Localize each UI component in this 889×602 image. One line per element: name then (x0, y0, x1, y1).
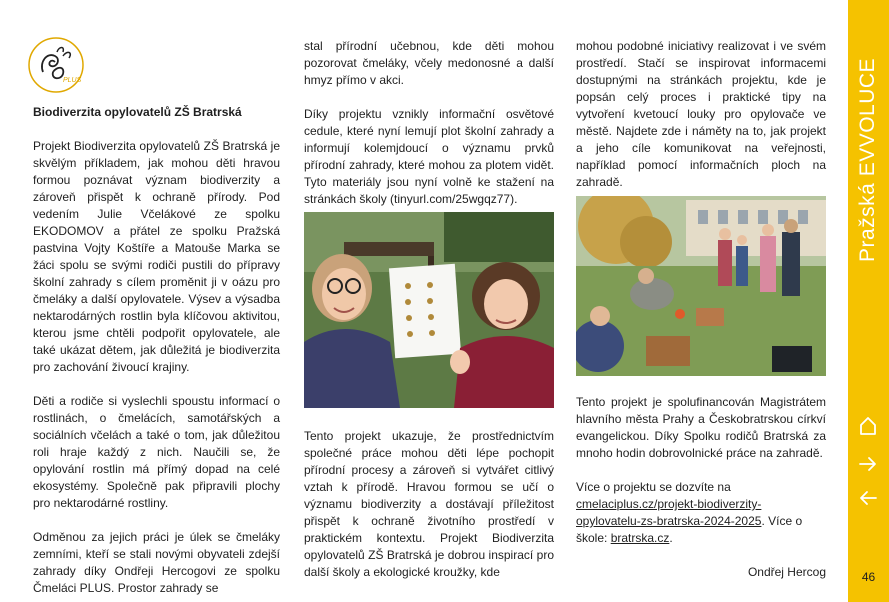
paragraph: Tento projekt je spolufinancován Magistrátem hlavního města Prahy a Českobratrskou církví evangelickou. Díky Spolku rodičů Bratrská za mnoho hodin dobrovolnické práce na zahradě. (576, 395, 826, 460)
page-number: 46 (861, 570, 876, 584)
school-link[interactable]: bratrska.cz (610, 531, 670, 545)
cmelaci-plus-logo (27, 36, 87, 94)
project-link[interactable]: cmelaciplus.cz/projekt-biodiverzity-opylovatelu-zs-bratrska-2024-2025 (576, 497, 762, 528)
more-info-text: . (669, 531, 673, 545)
column-3 (576, 38, 826, 191)
paragraph: stal přírodní učebnou, kde děti mohou pozorovat čmeláky, včely medonosné a další hmyz přímo v akci. (304, 39, 554, 87)
sidebar (848, 0, 889, 602)
column-2 (304, 38, 554, 208)
column-3-continued (576, 394, 826, 581)
more-info-text: Více o projektu se dozvíte na (576, 480, 731, 494)
arrow-right-icon[interactable] (856, 452, 880, 476)
paragraph: Tento projekt ukazuje, že prostřednictvím společné práce mohou děti lépe pochopit přírodní procesy a zároveň si vytvářet citlivý vztah k přírodě. Hravou formou se učí o významu biodiverzity a dostávají příležitost přispět k ochraně životního prostředí v praktickém kontextu. Projekt Biodiverzita opylovatelů ZŠ Bratrská je dobrou inspirací pro další školy a ekologické kroužky, kde (304, 429, 554, 579)
author-name: Ondřej Hercog (747, 565, 826, 579)
paragraph: mohou podobné iniciativy realizovat i ve svém prostředí. Stačí se inspirovat informacemi dostupnými na stránkách projektu, kde je popsán celý proces i praktické tipy na vytvoření kvetoucí louky pro opylovače ve městě. Najdete zde i náměty na to, jak projekt a jeho cíle komunikovat na veřejnosti, například pomocí informačních ploch na zahradě. (576, 39, 826, 189)
paragraph: Projekt Biodiverzita opylovatelů ZŠ Bratrská je skvělým příkladem, jak mohou děti hravou formou poznávat význam biodiverzity a zároveň přispět k ochraně přírody. Pod vedením Julie Včelákové ze spolku EKODOMOV a přátel ze spolku Pražská pastvina Vojty Koštíře a Matouše Marka se žáci spolu se svými rodiči pustili do přípravy školní zahrady s cílem proměnit ji v oázu pro čmeláky a další opylovatele. Výsev a výsadba nektarodárných rostlin byla klíčovou aktivitou, kterou jsme chtěli podpořit opylovatele, ale také ukázat dětem, jak důležitá je biodiverzita pro zachování živoucí krajiny. (33, 139, 280, 374)
article-heading: Biodiverzita opylovatelů ZŠ Bratrská (33, 105, 242, 119)
arrow-left-icon[interactable] (856, 486, 880, 510)
photo-garden-workshop (576, 196, 826, 376)
paragraph: Odměnou za jejich práci je úlek se čmeláky zemními, kteří se stali novými obyvateli zdejší zahrady díky Ondřeji Hercogovi ze spolku Čmeláci PLUS. Prostor zahrady se (33, 530, 280, 595)
paragraph (576, 479, 826, 547)
column-2-continued (304, 428, 554, 581)
home-icon[interactable] (856, 414, 880, 438)
more-info-text: . Více o škole: (576, 514, 803, 545)
photo-children-with-leaflet (304, 212, 554, 408)
magazine-title: Pražská EVVOLUCE (856, 57, 879, 262)
logo-text: PLUS (63, 77, 82, 84)
column-1 (33, 104, 280, 597)
paragraph: Díky projektu vznikly informační osvětové cedule, které nyní lemují plot školní zahrady a informují kolemjdoucí o významu prvků přírodní zahrady, které mohou za plotem vidět. Tyto materiály jsou nyní volně ke stažení na stránkách školy (tinyurl.com/25wgqz77). (304, 107, 554, 206)
paragraph: Děti a rodiče si vyslechli spoustu informací o rostlinách, o čmelácích, samotářských a sociálních včelách a také o tom, jak důležitou roli hraje každý z nich. Naučili se, že opylování rostlin má přímý dopad na celé ekosystémy. Společně pak připravili plochy pro nektarodárné rostliny. (33, 394, 280, 510)
